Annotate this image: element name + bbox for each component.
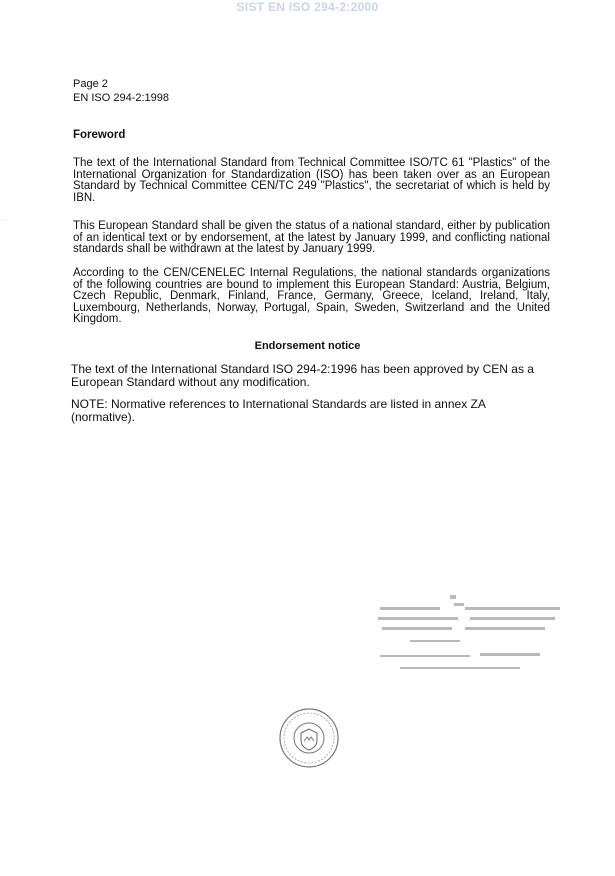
page-info <box>73 77 169 105</box>
endorsement-paragraph-1: The text of the International Standard ISO 294-2:1996 has been approved by CEN as a European Standard without any modification. <box>71 362 534 389</box>
faded-stamp-image <box>370 595 565 685</box>
watermark: SIST EN ISO 294-2:2000 <box>236 0 379 14</box>
foreword-paragraph-1: The text of the International Standard from Technical Committee ISO/TC 61 "Plastics" of the International Organization for Standardization (ISO) has been taken over as an European Standard by Technical Committee CEN/TC 249 "Plastics", the secretariat of which is held by IBN. <box>73 157 550 204</box>
foreword-paragraph-2: This European Standard shall be given the status of a national standard, either by publication of an identical text or by endorsement, at the latest by January 1999, and conflicting national standards shall be withdrawn at the latest by January 1999. <box>73 220 550 255</box>
endorsement-paragraph-2: NOTE: Normative references to International Standards are listed in annex ZA (normative). <box>71 397 486 424</box>
margin-mark: · · <box>0 215 8 224</box>
foreword-paragraph-3: According to the CEN/CENELEC Internal Regulations, the national standards organizations of the following countries are bound to implement this European Standard: Austria, Belgium, Czech Republic, Denmark, Finland, France, Germany, Greece, Iceland, Ireland, Italy, Luxembourg, Netherlands, Norway, Portugal, Spain, Sweden, Switzerland and the United Kingdom. <box>73 267 550 325</box>
standard-number: EN ISO 294-2:1998 <box>73 92 170 104</box>
endorsement-heading: Endorsement notice <box>254 340 361 352</box>
foreword-heading: Foreword <box>73 129 126 141</box>
seal-icon <box>278 707 340 769</box>
page-number: Page 2 <box>73 78 108 90</box>
